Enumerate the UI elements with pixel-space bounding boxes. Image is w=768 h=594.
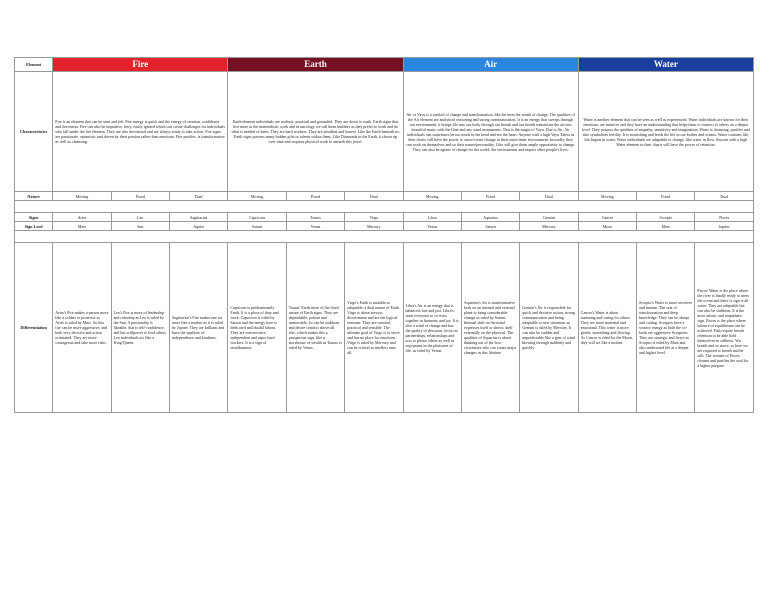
lord-cell: Mercury	[520, 222, 578, 231]
nature-cell: Dual	[345, 192, 403, 201]
lord-cell: Saturn	[228, 222, 286, 231]
sign-lord-label: Sign Lord	[15, 222, 53, 231]
lord-cell: Mars	[53, 222, 111, 231]
fire-characteristics: Fire is an element that can be seen and felt. Fire energy is quick and the energy of creation, confidence and fierceness. Fire can also be impulsive, fiery, easily ignited which can create challenges for individuals who fall under the fire element. They are also devotional and are always ready to take action. Fire signs are passionate, optimistic and driven by their passion rather than emotions. Fire purifies, is transformative as well as cleansing.	[53, 72, 228, 192]
signs-row	[15, 213, 754, 222]
sign-cell: Taurus	[286, 213, 344, 222]
differentiation-cell: Aries's Fire makes a person more like a soldier or protector as Aries is ruled by Mars. So this fire can be more aggressive, and both very decisive and action orientated. They are more courageous and take more risks.	[53, 243, 111, 413]
nature-cell: Dual	[520, 192, 578, 201]
sign-cell: Pisces	[695, 213, 754, 222]
differentiation-cell: Leo's Fire is more of leadership and rulership as Leo is ruled by the Sun. A personality is likeable, that is self-confidence, and has willpower to lead others. Leo individuals act like a King/Queen.	[111, 243, 169, 413]
nature-cell: Moving	[228, 192, 286, 201]
element-label: Element	[15, 58, 53, 72]
nature-row	[15, 192, 754, 201]
nature-cell: Fixed	[286, 192, 344, 201]
differentiation-row	[15, 243, 754, 413]
differentiation-cell: Virgo's Earth is mutable so adaptable, a dual nature of Earth. Virgo is about service, discernment and are the logical reasoner. They are rational, practical and sensible. The ultimate goal of Virgo is to serve and has no place for emotions. Virgo is ruled by Mercury and can be critical as intellect runs all.	[345, 243, 403, 413]
nature-cell: Fixed	[461, 192, 519, 201]
differentiation-cell: Capricorn is predominantly Earth. It is a place of duty and work. Capricorn is ruled by Saturn and the energy here is dedicated and dutiful labour. They are conservative, independent and super hard workers. It is a sign of steadfastness.	[228, 243, 286, 413]
lord-cell: Jupiter	[170, 222, 228, 231]
differentiation-cell: Cancer's Water is about nurturing and caring for others. They are more maternal and emotional. This water is more gentle, nourishing and flowing. As Cancer is ruled by the Moon, they will act like a mother.	[578, 243, 636, 413]
row-gap	[15, 201, 754, 213]
differentiation-cell: Sagittarius's Fire makes one act more like a teacher as it is ruled by Jupiter. They are brilliant and have the qualities of independence and kindness.	[170, 243, 228, 413]
nature-cell: Moving	[578, 192, 636, 201]
differentiation-label: Differentiation	[15, 243, 53, 413]
sign-cell: Sagittarius	[170, 213, 228, 222]
nature-cell: Fixed	[111, 192, 169, 201]
signs-label: Signs	[15, 213, 53, 222]
row-gap	[15, 231, 754, 243]
sign-cell: Aries	[53, 213, 111, 222]
differentiation-cell: Taurus' Earth more of the fixed nature of Earth signs. They are dependable, patient and unmovable. So can be stubborn and desire comfort above all else, which makes this a prosperous sign, like a storehouse of wealth as Taurus is ruled by Venus.	[286, 243, 344, 413]
nature-cell: Dual	[170, 192, 228, 201]
water-characteristics: Water is another element that can be seen as well as experienced. Water individuals are known for their emotions, are intuitive and they have an understanding that helps them to connect to others on a deeper level. They possess the qualities of empathy, sensitivity and imagination. Water is cleansing, purifies and also symbolises fertility. It is nourishing and feeds the life in our bodies and oceans. Water contains life, life begins in water. Water individuals are adaptable to change, like water in flow. Anyone with a high Water element in their charts will have the power of retention.	[578, 72, 753, 192]
air-characteristics: Air or Vayu is a symbol of change and transformation, like the term the winds of change. The qualities of the Air element are analytical reasoning and strong communication. It is an energy that sweeps through our environment; it brings life into our body through our breath and our breath transforms the air into beautiful music with the flute and any wind instruments. That is the magic of Vayu. Due to Air, Air individuals can sometimes be too much in the head and not the heart. Anyone with a high Vayu Tattva in their charts will have the power to cause/create change in their outer/inner environment. Inwardly, they can work on themselves and so their nature/personality. Like will give them ample opportunity to change. They can also be agents of change for the world, the environment and impact other people's lives.	[403, 72, 578, 192]
air-header: Air	[403, 58, 578, 72]
earth-header: Earth	[228, 58, 403, 72]
nature-cell: Fixed	[637, 192, 695, 201]
header-row	[15, 58, 754, 72]
nature-cell: Dual	[695, 192, 754, 201]
lord-cell: Moon	[578, 222, 636, 231]
nature-cell: Moving	[403, 192, 461, 201]
nature-cell: Moving	[53, 192, 111, 201]
sign-lord-row	[15, 222, 754, 231]
nature-label: Nature	[15, 192, 53, 201]
sign-cell: Libra	[403, 213, 461, 222]
differentiation-cell: Libra's Air is an energy that is balanced, fair and just. Libra's want everyone to co-exist together in harmony and joy. It is also a wind of change and has the quality of devotion, focus on partnerships, relationships and acts to please others as well as enjoyment in the pleasures of life, as ruled by Venus.	[403, 243, 461, 413]
sign-cell: Leo	[111, 213, 169, 222]
lord-cell: Sun	[111, 222, 169, 231]
sign-cell: Cancer	[578, 213, 636, 222]
sign-cell: Gemini	[520, 213, 578, 222]
sign-cell: Virgo	[345, 213, 403, 222]
lord-cell: Jupiter	[695, 222, 754, 231]
differentiation-cell: Gemini's Air is responsible for quick and decisive action, strong communication and being adaptable to new situations as Gemini is ruled by Mercury. It can also be sudden and unpredictable like a gust of wind blowing through suddenly and quickly.	[520, 243, 578, 413]
lord-cell: Mars	[637, 222, 695, 231]
elements-table	[14, 57, 754, 413]
sign-cell: Scorpio	[637, 213, 695, 222]
lord-cell: Mercury	[345, 222, 403, 231]
characteristics-row	[15, 72, 754, 192]
lord-cell: Venus	[403, 222, 461, 231]
differentiation-cell: Scorpio's Water is more secretive and intense. The seat of transformation and deep knowledge. They can be abrupt and cutting. Scorpios have a warrior energy as both the co-lords are aggressive Scorpions. They are strategic and fierce as Scorpio is ruled by Mars and also understand life at a deeper and higher level.	[637, 243, 695, 413]
characteristics-label: Characteristics	[15, 72, 53, 192]
lord-cell: Saturn	[461, 222, 519, 231]
differentiation-cell: Pisces' Water is the place where the river is finally ready to meet the ocean and there is sign is all water. They are adaptable but can also be stubborn. It is the most artistic and empathetic sign. Pisces is the place where balance or equilibrium can be achieved. Fish require breath retention to be able hold themselves in stillness. Wu breath and so move, so here we are required to breath and be still. The women of Pisces cleanse and purifies the soul for a higher purpose.	[695, 243, 754, 413]
sign-cell: Capricorn	[228, 213, 286, 222]
lord-cell: Venus	[286, 222, 344, 231]
sign-cell: Aquarius	[461, 213, 519, 222]
water-header: Water	[578, 58, 753, 72]
fire-header: Fire	[53, 58, 228, 72]
earth-characteristics: Earth element individuals are realistic, practical and grounded. They are down to earth. Earth signs that live more in the materialistic work and in astrology we call them builders as they prefer to work and do what is needed of them. They are hard workers. They are steadfast and honest. Like the Earth beneath us, Earth signs possess many hidden gifts or talents within them. Like Diamonds in the Earth, it shows up over time and requires physical work to unearth this jewel.	[228, 72, 403, 192]
differentiation-cell: Aquarius's Air is transformative both on an internal and external plane to bring considerable change as ruled by Saturn. Internal shift on the mind expresses itself or shows itself externally on the physical. The qualities of Aquarius is about thinking out of the box; visionaries who can create major changes in this lifetime	[461, 243, 519, 413]
